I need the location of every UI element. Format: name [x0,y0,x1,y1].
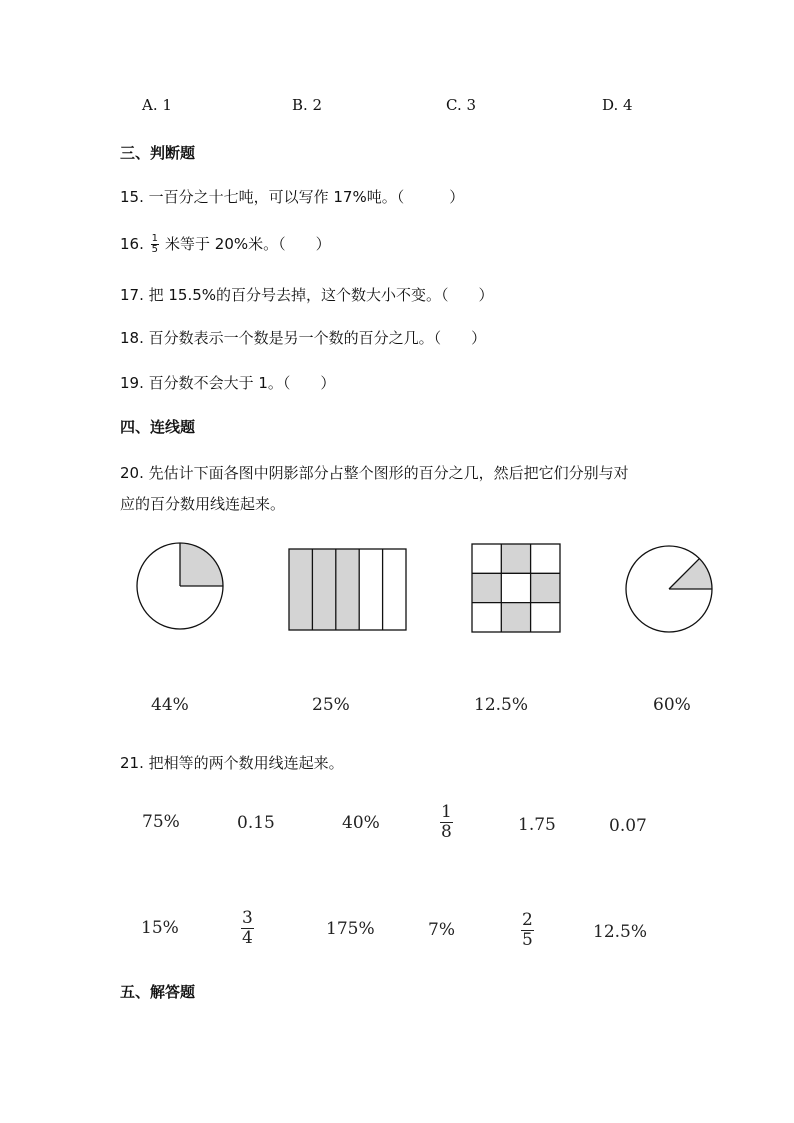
fraction-denominator: 5 [522,930,533,950]
fraction-numerator: 2 [522,910,533,930]
match-item-top: 40% [342,813,380,833]
fraction-denominator: 5 [151,244,159,255]
section-answer-heading: 五、解答题 [120,983,196,1001]
option-b: B. 2 [292,96,323,114]
fraction-numerator: 1 [151,233,159,244]
figure-grid-cross [472,544,560,632]
percent-label: 12.5% [474,695,529,715]
figure-circle-quarter [137,543,223,629]
fraction-numerator: 1 [441,802,452,822]
figure-circle-eighth [626,546,712,632]
question-18: 18. 百分数表示一个数是另一个数的百分之几。（ ） [120,329,487,347]
fraction-denominator: 8 [441,822,452,842]
fraction-denominator: 4 [242,928,253,948]
match-item-bottom: 7% [428,920,455,940]
match-item-bottom: 15% [141,918,179,938]
option-c: C. 3 [446,96,477,114]
match-item-top: 1.75 [518,815,556,835]
option-a: A. 1 [142,96,172,114]
question-16-text: 米等于 20%米。（ ） [165,235,331,253]
match-item-top-fraction [440,804,453,841]
match-item-bottom: 12.5% [593,922,648,942]
fraction-numerator: 3 [242,908,253,928]
match-item-top: 0.15 [237,813,275,833]
question-17: 17. 把 15.5%的百分号去掉，这个数大小不变。（ ） [120,286,494,304]
option-d: D. 4 [602,96,633,114]
section-match-heading: 四、连线题 [120,418,196,436]
question-19: 19. 百分数不会大于 1。（ ） [120,374,336,392]
question-16-number: 16. [120,235,144,253]
figure-rectangle-strips [289,549,406,630]
match-item-bottom-fraction [241,910,254,947]
question-21: 21. 把相等的两个数用线连起来。 [120,754,344,772]
section-judge-heading: 三、判断题 [120,144,196,162]
question-20-line2: 应的百分数用线连起来。 [120,495,286,513]
match-item-bottom: 175% [326,919,375,939]
match-item-top: 75% [142,812,180,832]
match-item-bottom-fraction [521,912,534,949]
percent-label: 60% [653,695,691,715]
question-20-line1: 20. 先估计下面各图中阴影部分占整个图形的百分之几，然后把它们分别与对 [120,464,629,482]
percent-label: 44% [151,695,189,715]
percent-label: 25% [312,695,350,715]
match-item-top: 0.07 [609,816,647,836]
question-15: 15. 一百分之十七吨，可以写作 17%吨。（ ） [120,188,465,206]
